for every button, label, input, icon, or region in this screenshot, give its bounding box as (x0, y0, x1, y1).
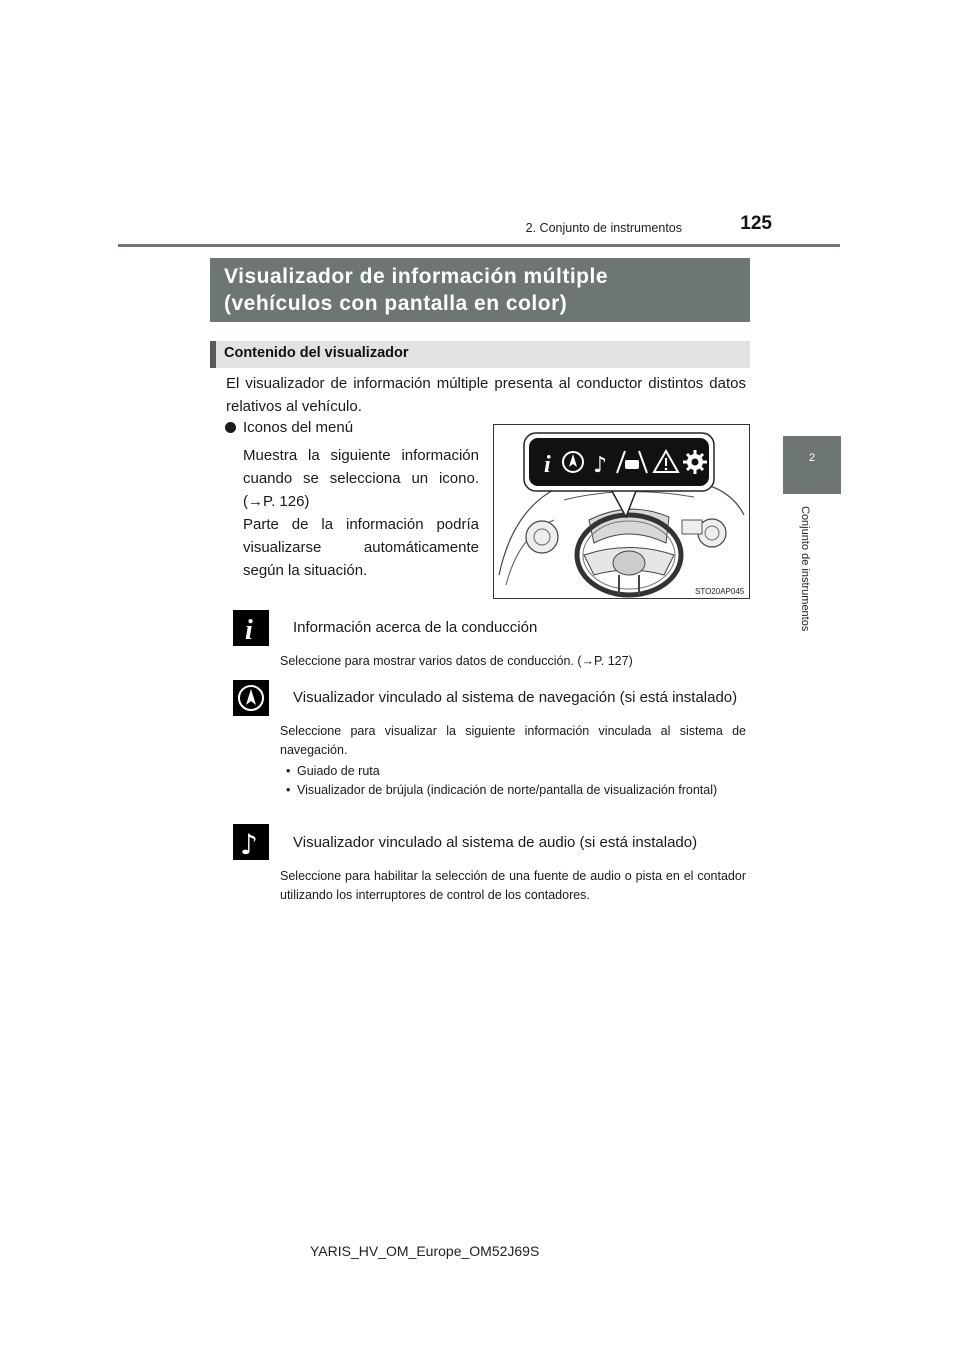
item-title: Visualizador vinculado al sistema de audio (si está instalado) (293, 834, 698, 851)
item-description: Seleccione para habilitar la selección de una fuente de audio o pista en el contador utilizando los interruptores de control de los contadores. (280, 869, 746, 902)
dashboard-drawing (494, 425, 749, 598)
page-title (210, 258, 750, 322)
audio-note-icon: ♪ (593, 453, 608, 478)
page-title-line-1: Visualizador de información múltiple (224, 265, 609, 288)
bullet-line: según la situación. (243, 562, 368, 579)
chapter-tab-number: 2 (808, 452, 816, 464)
section-heading: Contenido del visualizador (224, 345, 409, 361)
sub-item-bullet: • (286, 783, 291, 797)
item-description: Seleccione para visualizar la siguiente información vinculada al sistema de navegación. (280, 724, 746, 757)
chapter-side-label-text: Conjunto de instrumentos (799, 506, 811, 632)
bullet-line: visualizarse automáticamente (243, 539, 479, 556)
bullet-icon (225, 422, 236, 433)
sub-item-bullet: • (286, 764, 291, 778)
bullet-line: cuando se selecciona un icono. (243, 470, 479, 487)
bullet-line: Muestra la siguiente información (243, 447, 479, 464)
page-title-line-2: (vehículos con pantalla en color) (224, 292, 568, 315)
navigation-icon (233, 680, 269, 716)
header-rule (118, 244, 840, 247)
audio-note-icon (233, 824, 269, 860)
bullet-label: Iconos del menú (243, 419, 354, 436)
chapter-tab (783, 436, 841, 494)
item-title: Información acerca de la conducción (293, 619, 538, 636)
figure-caption: STO20AP045 (695, 587, 745, 596)
bullet-line: Parte de la información podría (243, 516, 479, 533)
sub-item: Guiado de ruta (297, 764, 380, 778)
item-title: Visualizador vinculado al sistema de navegación (si está instalado) (293, 689, 738, 706)
svg-text:♪: ♪ (240, 828, 258, 860)
bullet-line: (→P. 126) (243, 493, 310, 510)
svg-text:i: i (245, 615, 253, 646)
info-icon: i (544, 452, 551, 478)
dashboard-illustration (493, 424, 750, 599)
item-description: Seleccione para mostrar varios datos de conducción. (→P. 127) (280, 654, 633, 668)
chapter-side-label (795, 506, 817, 656)
info-icon (233, 610, 269, 646)
sub-item: Visualizador de brújula (indicación de norte/pantalla de visualización frontal) (297, 783, 718, 797)
running-head: 2. Conjunto de instrumentos (525, 221, 682, 235)
intro-paragraph: El visualizador de información múltiple presenta al conductor distintos datos relativos al vehículo. (226, 375, 746, 415)
page-number: 125 (740, 213, 772, 234)
bullet-body (243, 444, 479, 582)
footer-doc-code: YARIS_HV_OM_Europe_OM52J69S (310, 1243, 540, 1259)
